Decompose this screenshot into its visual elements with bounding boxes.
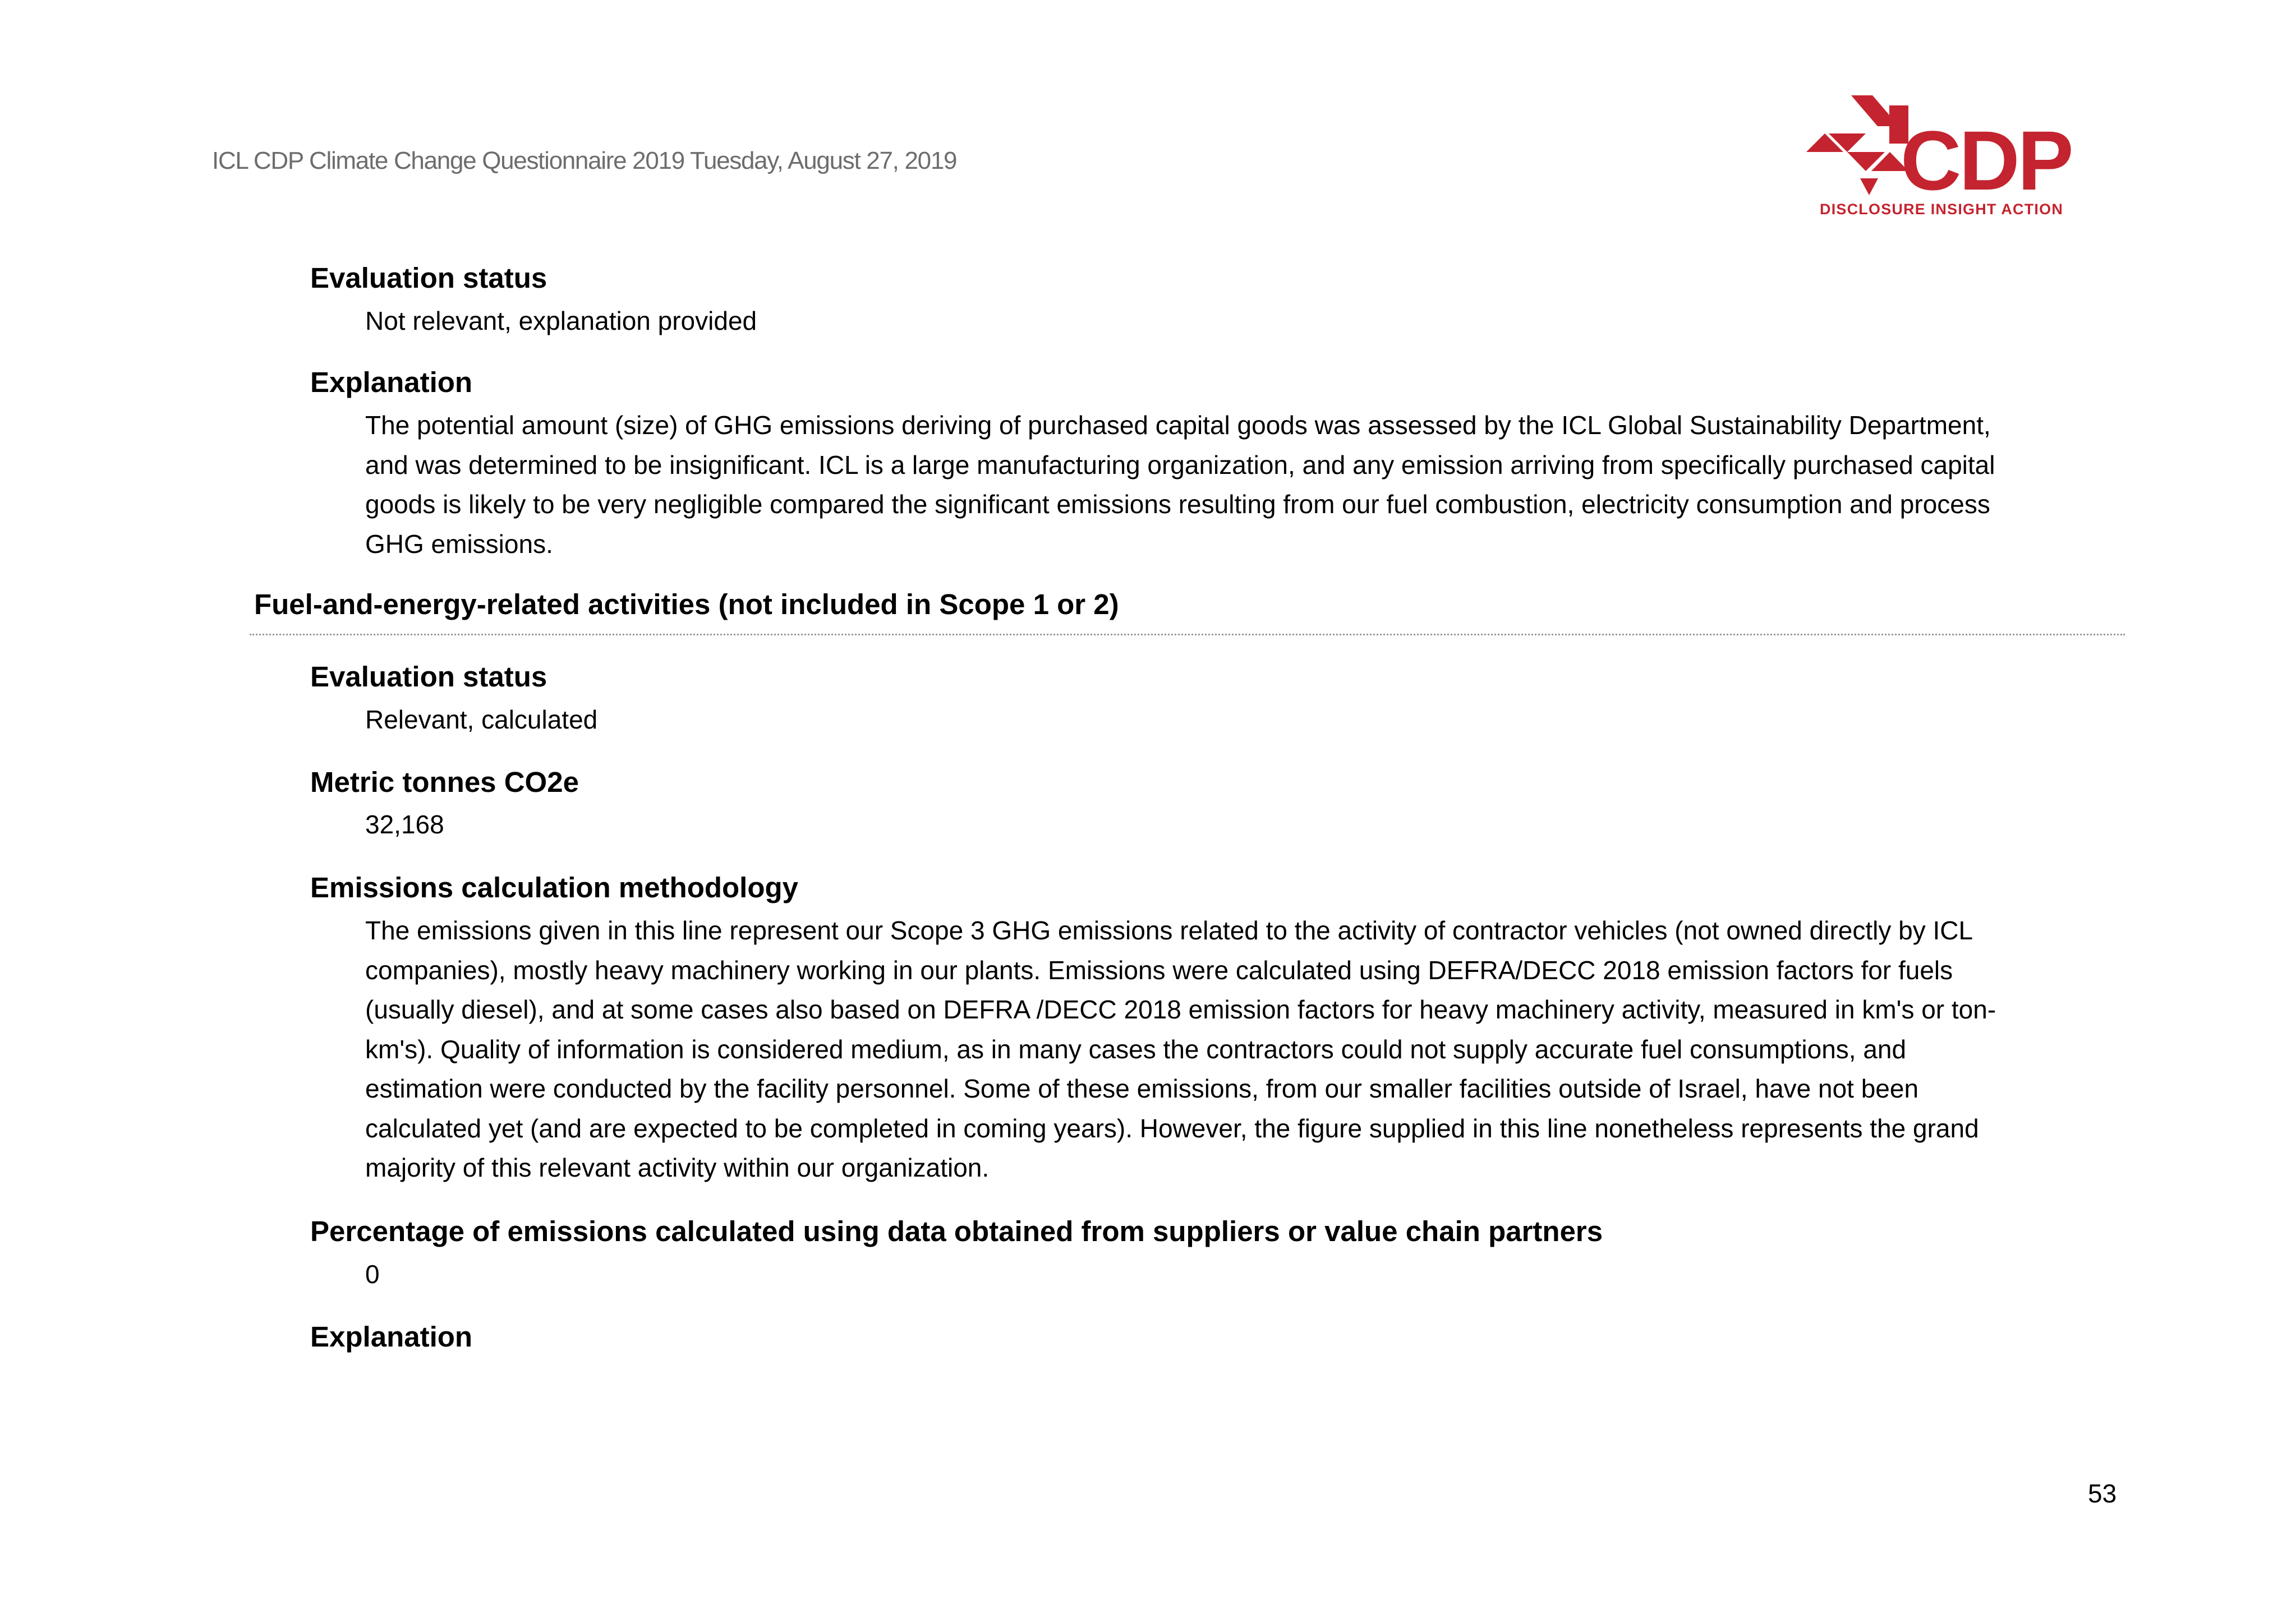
- evaluation-status-label: Evaluation status: [310, 661, 547, 693]
- cdp-wordmark: CDP: [1901, 113, 2072, 208]
- section-divider: [250, 634, 2125, 635]
- page-number: 53: [2088, 1479, 2117, 1508]
- evaluation-status-value: Relevant, calculated: [365, 705, 598, 734]
- metric-tonnes-label: Metric tonnes CO2e: [310, 766, 579, 798]
- section-title: Fuel-and-energy-related activities (not included in Scope 1 or 2): [254, 588, 1119, 620]
- explanation-line: The potential amount (size) of GHG emissions deriving of purchased capital goods was assessed by the ICL Global Sustainability Department,: [365, 411, 1991, 440]
- methodology-text: [365, 911, 2110, 1188]
- methodology-line: companies), mostly heavy machinery working in our plants. Emissions were calculated using DEFRA/DECC 2018 emission factors for fuels: [365, 955, 1953, 985]
- methodology-label: Emissions calculation methodology: [310, 872, 798, 903]
- methodology-line: majority of this relevant activity within our organization.: [365, 1153, 990, 1182]
- cdp-tagline: DISCLOSURE INSIGHT ACTION: [1820, 201, 2064, 218]
- cdp-logo: [1806, 95, 2109, 224]
- explanation-line: goods is likely to be very negligible compared the significant emissions resulting from our fuel combustion, electricity consumption and process: [365, 490, 1990, 519]
- methodology-line: calculated yet (and are expected to be completed in coming years). However, the figure supplied in this line nonetheless represents the grand: [365, 1113, 1979, 1143]
- document-header-title: ICL CDP Climate Change Questionnaire 2019 Tuesday, August 27, 2019: [212, 147, 957, 174]
- explanation-label: Explanation: [310, 1321, 473, 1353]
- metric-tonnes-value: 32,168: [365, 810, 444, 839]
- explanation-label: Explanation: [310, 366, 473, 398]
- evaluation-status-value: Not relevant, explanation provided: [365, 306, 757, 335]
- explanation-text: [365, 405, 2110, 564]
- explanation-line: and was determined to be insignificant. ICL is a large manufacturing organization, and any emission arriving from specifically purchased capital: [365, 450, 1995, 479]
- methodology-line: km's). Quality of information is considered medium, as in many cases the contractors could not supply accurate fuel consumptions, and: [365, 1034, 1907, 1064]
- explanation-line: GHG emissions.: [365, 529, 553, 559]
- percentage-label: Percentage of emissions calculated using data obtained from suppliers or value chain partners: [310, 1215, 1603, 1247]
- percentage-value: 0: [365, 1260, 380, 1289]
- methodology-line: estimation were conducted by the facility personnel. Some of these emissions, from our smaller facilities outside of Israel, have not been: [365, 1074, 1919, 1103]
- methodology-line: The emissions given in this line represent our Scope 3 GHG emissions related to the activity of contractor vehicles (not owned directly by ICL: [365, 916, 1973, 945]
- evaluation-status-label: Evaluation status: [310, 262, 547, 294]
- methodology-line: (usually diesel), and at some cases also based on DEFRA /DECC 2018 emission factors for heavy machinery activity, measured in km's or ton-: [365, 995, 1996, 1024]
